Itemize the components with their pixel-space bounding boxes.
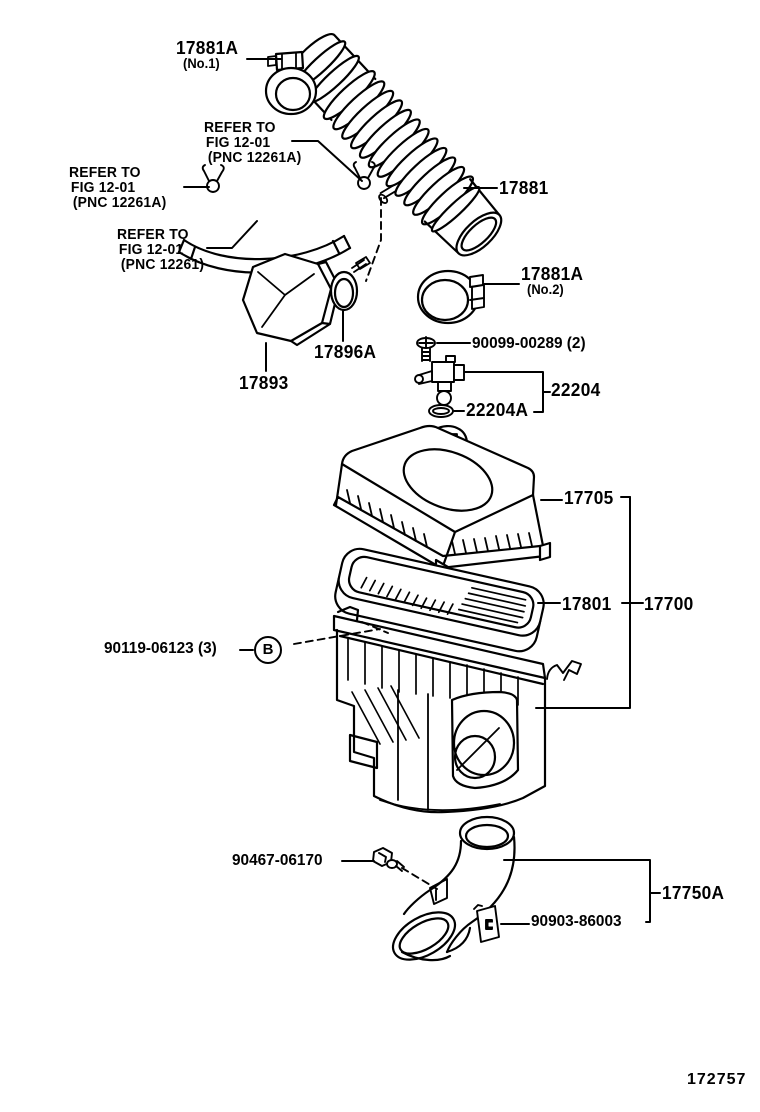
part-label-22204[interactable]: 22204 [551, 380, 601, 400]
part-label-17893[interactable]: 17893 [239, 373, 289, 393]
part-label-17881a-no1[interactable]: 17881A [176, 38, 239, 58]
part-label-17896a[interactable]: 17896A [314, 342, 377, 362]
part-label-17801[interactable]: 17801 [562, 594, 612, 614]
inlet-duct-drawing [385, 817, 514, 969]
intake-hose-drawing [270, 26, 512, 277]
duct-clip-drawing [474, 905, 499, 942]
part-label-90903-86003[interactable]: 90903-86003 [531, 913, 622, 930]
clamp-no1-drawing [266, 52, 316, 114]
part-note-no2: (No.2) [527, 282, 564, 297]
part-label-90119-06123[interactable]: 90119-06123 (3) [104, 640, 217, 657]
duct-bolt-drawing [373, 848, 404, 871]
refer-note-left: REFER TO FIG 12-01 (PNC 12261A) [69, 165, 167, 211]
resonator-drawing [243, 254, 339, 345]
part-label-90467-06170[interactable]: 90467-06170 [232, 852, 323, 869]
clamp-no2-drawing [418, 271, 484, 323]
resonator-clamp-drawing [331, 257, 370, 310]
part-label-17705[interactable]: 17705 [564, 488, 614, 508]
part-label-17881a-no2[interactable]: 17881A [521, 264, 584, 284]
maf-sensor-drawing [415, 337, 464, 417]
part-note-no1: (No.1) [183, 56, 220, 71]
part-label-90099-00289[interactable]: 90099-00289 (2) [472, 335, 586, 352]
part-label-17881[interactable]: 17881 [499, 178, 549, 198]
part-label-17750a[interactable]: 17750A [662, 883, 725, 903]
refer-note-hose: REFER TO FIG 12-01 (PNC 12261) [117, 227, 205, 273]
part-label-17700[interactable]: 17700 [644, 594, 694, 614]
part-label-22204a[interactable]: 22204A [466, 400, 529, 420]
figure-number: 172757 [687, 1071, 747, 1088]
refer-note-top: REFER TO FIG 12-01 (PNC 12261A) [204, 120, 302, 166]
bolt-callout-b-marker[interactable]: B [254, 636, 282, 664]
